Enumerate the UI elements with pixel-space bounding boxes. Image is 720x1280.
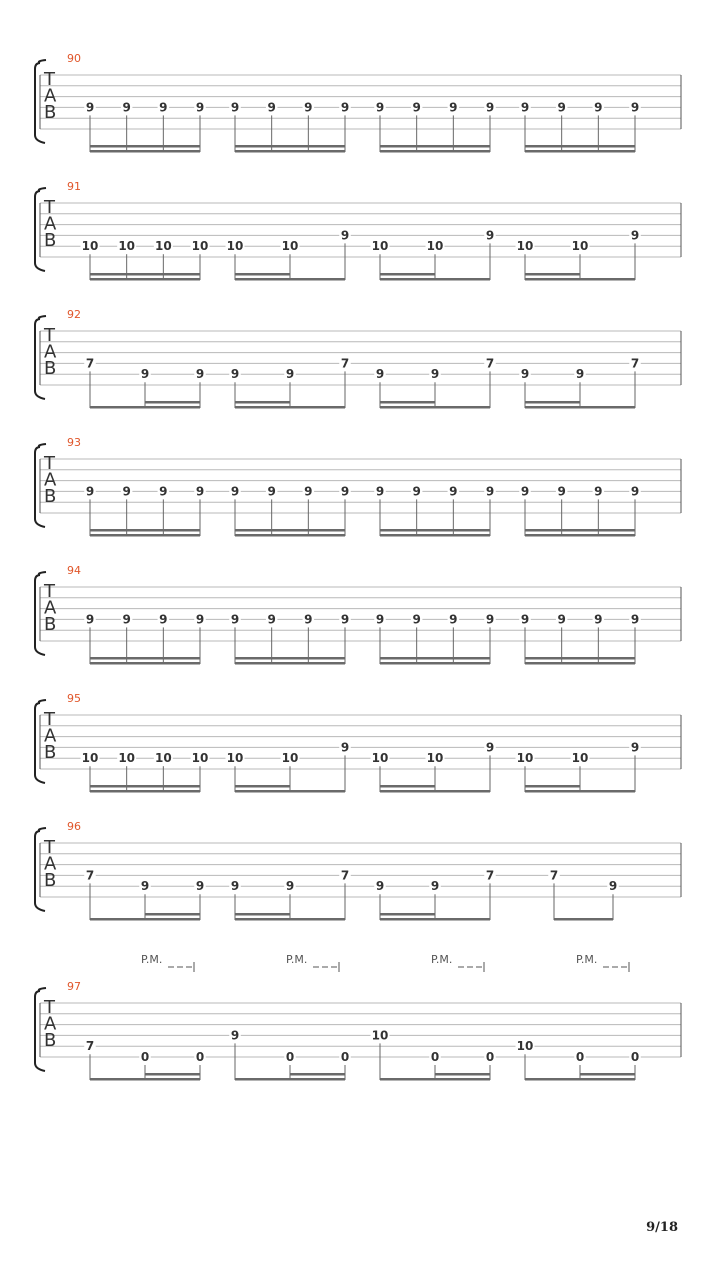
tab-clef-letter: A <box>44 725 57 747</box>
fret-number: 9 <box>412 484 421 499</box>
fret-number: 7 <box>85 1039 95 1054</box>
tab-system-95 <box>35 692 681 793</box>
fret-number: 10 <box>371 239 389 254</box>
fret-number: 10 <box>371 751 389 766</box>
fret-number: 9 <box>122 100 131 115</box>
tab-system-94 <box>35 564 681 665</box>
fret-number: 9 <box>230 879 240 894</box>
beam-secondary <box>380 273 435 276</box>
fret-number: 9 <box>430 879 440 894</box>
beam-secondary <box>435 1073 490 1076</box>
palm-mute-label: P.M. <box>576 953 598 966</box>
tab-clef-letter: A <box>44 341 57 363</box>
beam-secondary <box>145 401 200 404</box>
fret-number: 9 <box>520 612 530 627</box>
fret-number: 9 <box>630 228 640 243</box>
beam-primary <box>525 790 635 793</box>
fret-number: 9 <box>230 100 240 115</box>
fret-number: 0 <box>140 1050 150 1064</box>
beam-secondary <box>235 145 345 148</box>
fret-number: 9 <box>159 484 168 499</box>
fret-number: 9 <box>195 879 205 894</box>
palm-mute-label: P.M. <box>141 953 163 966</box>
beam-primary <box>554 918 613 921</box>
fret-number: 9 <box>630 612 640 627</box>
fret-number: 9 <box>340 612 350 627</box>
fret-number: 9 <box>608 879 618 894</box>
beam-primary <box>525 662 635 665</box>
beam-primary <box>525 534 635 537</box>
beam-secondary <box>380 145 490 148</box>
fret-number: 0 <box>285 1050 295 1064</box>
beam-secondary <box>145 1073 200 1076</box>
fret-number: 7 <box>340 356 350 371</box>
fret-number: 9 <box>520 100 530 115</box>
measure-number: 97 <box>67 980 81 993</box>
measure-number: 95 <box>67 692 81 705</box>
fret-number: 9 <box>485 228 495 243</box>
beam-secondary <box>380 785 435 788</box>
fret-number: 10 <box>426 239 444 254</box>
fret-number: 9 <box>304 100 313 115</box>
beam-primary <box>525 406 635 409</box>
beam-secondary <box>525 529 635 532</box>
beam-primary <box>90 150 200 153</box>
fret-number: 9 <box>340 100 350 115</box>
beam-secondary <box>380 913 435 916</box>
measure-number: 90 <box>67 52 81 65</box>
beam-primary <box>380 278 490 281</box>
beam-primary <box>90 406 200 409</box>
measure-number: 93 <box>67 436 81 449</box>
beam-secondary <box>235 785 290 788</box>
fret-number: 9 <box>485 100 495 115</box>
fret-number: 9 <box>520 484 530 499</box>
fret-number: 0 <box>575 1050 585 1064</box>
fret-number: 10 <box>516 239 534 254</box>
fret-number: 9 <box>594 484 603 499</box>
beam-secondary <box>145 913 200 916</box>
beam-secondary <box>525 785 580 788</box>
fret-number: 10 <box>81 239 99 254</box>
fret-number: 9 <box>630 484 640 499</box>
tab-clef-letter: T <box>44 325 55 346</box>
beam-secondary <box>235 657 345 660</box>
fret-number: 9 <box>449 484 458 499</box>
fret-number: 9 <box>267 612 276 627</box>
beam-primary <box>525 150 635 153</box>
fret-number: 9 <box>122 484 131 499</box>
beam-primary <box>90 918 200 921</box>
beam-secondary <box>90 273 200 276</box>
beam-primary <box>90 1078 200 1081</box>
fret-number: 10 <box>154 751 172 766</box>
fret-number: 10 <box>571 239 589 254</box>
measure-number: 91 <box>67 180 81 193</box>
tab-clef-letter: T <box>44 709 55 730</box>
beam-primary <box>90 278 200 281</box>
fret-number: 10 <box>281 239 299 254</box>
fret-number: 10 <box>154 239 172 254</box>
beam-secondary <box>525 657 635 660</box>
fret-number: 0 <box>340 1050 350 1064</box>
tab-clef-letter: B <box>44 870 57 891</box>
beam-primary <box>235 278 345 281</box>
fret-number: 10 <box>191 239 209 254</box>
fret-number: 9 <box>412 100 421 115</box>
tab-clef-letter: B <box>44 742 57 763</box>
fret-number: 9 <box>594 612 603 627</box>
beam-secondary <box>235 273 290 276</box>
tab-clef-letter: B <box>44 102 57 123</box>
beam-secondary <box>380 657 490 660</box>
fret-number: 9 <box>340 484 350 499</box>
tab-clef-letter: T <box>44 837 55 858</box>
fret-number: 10 <box>118 239 136 254</box>
fret-number: 10 <box>426 751 444 766</box>
fret-number: 10 <box>516 1039 534 1054</box>
tab-system-90 <box>35 52 681 153</box>
tab-clef-letter: A <box>44 213 57 235</box>
beam-secondary <box>90 657 200 660</box>
beam-primary <box>90 662 200 665</box>
beam-primary <box>90 790 200 793</box>
fret-number: 9 <box>575 367 585 382</box>
fret-number: 9 <box>412 612 421 627</box>
beam-primary <box>380 1078 490 1081</box>
fret-number: 9 <box>430 367 440 382</box>
beam-secondary <box>235 401 290 404</box>
page-number: 9/18 <box>646 1220 678 1235</box>
fret-number: 7 <box>630 356 640 371</box>
fret-number: 7 <box>485 356 495 371</box>
fret-number: 9 <box>195 100 205 115</box>
tab-clef-letter: T <box>44 453 55 474</box>
fret-number: 9 <box>485 612 495 627</box>
tab-system-92 <box>35 308 681 409</box>
tab-clef-letter: T <box>44 69 55 90</box>
fret-number: 9 <box>230 1028 240 1043</box>
beam-secondary <box>525 401 580 404</box>
tab-clef-letter: B <box>44 230 57 251</box>
beam-primary <box>235 534 345 537</box>
beam-secondary <box>380 529 490 532</box>
beam-primary <box>380 790 490 793</box>
beam-primary <box>525 1078 635 1081</box>
beam-secondary <box>380 401 435 404</box>
fret-number: 9 <box>449 612 458 627</box>
tab-clef-letter: B <box>44 1030 57 1051</box>
tab-clef-letter: T <box>44 997 55 1018</box>
fret-number: 9 <box>140 879 150 894</box>
beam-primary <box>235 918 345 921</box>
beam-primary <box>235 662 345 665</box>
fret-number: 10 <box>81 751 99 766</box>
measure-number: 94 <box>67 564 81 577</box>
tab-clef-letter: A <box>44 469 57 491</box>
fret-number: 7 <box>485 868 495 883</box>
fret-number: 9 <box>375 612 385 627</box>
beam-secondary <box>235 529 345 532</box>
fret-number: 9 <box>520 367 530 382</box>
fret-number: 9 <box>267 484 276 499</box>
fret-number: 9 <box>557 100 566 115</box>
tab-clef-letter: B <box>44 614 57 635</box>
measure-number: 92 <box>67 308 81 321</box>
beam-primary <box>380 918 490 921</box>
fret-number: 9 <box>375 367 385 382</box>
measure-number: 96 <box>67 820 81 833</box>
tab-system-96 <box>35 820 681 921</box>
fret-number: 9 <box>449 100 458 115</box>
fret-number: 9 <box>485 740 495 755</box>
fret-number: 9 <box>557 484 566 499</box>
tab-clef-letter: A <box>44 85 57 107</box>
fret-number: 9 <box>85 484 95 499</box>
fret-number: 9 <box>285 879 295 894</box>
beam-secondary <box>290 1073 345 1076</box>
palm-mute-label: P.M. <box>286 953 308 966</box>
fret-number: 9 <box>557 612 566 627</box>
fret-number: 10 <box>371 1028 389 1043</box>
tab-clef-letter: A <box>44 1013 57 1035</box>
tab-system-93 <box>35 436 681 537</box>
beam-primary <box>90 534 200 537</box>
fret-number: 0 <box>630 1050 640 1064</box>
beam-secondary <box>235 913 290 916</box>
fret-number: 9 <box>85 100 95 115</box>
fret-number: 0 <box>430 1050 440 1064</box>
fret-number: 9 <box>159 100 168 115</box>
fret-number: 10 <box>191 751 209 766</box>
tab-clef-letter: B <box>44 486 57 507</box>
fret-number: 10 <box>226 751 244 766</box>
beam-secondary <box>90 785 200 788</box>
fret-number: 9 <box>375 100 385 115</box>
beam-primary <box>235 150 345 153</box>
tab-system-97 <box>35 953 681 1081</box>
beam-primary <box>380 534 490 537</box>
beam-primary <box>380 406 490 409</box>
fret-number: 9 <box>630 740 640 755</box>
fret-number: 0 <box>485 1050 495 1064</box>
fret-number: 10 <box>281 751 299 766</box>
fret-number: 7 <box>85 356 95 371</box>
fret-number: 9 <box>375 484 385 499</box>
fret-number: 9 <box>340 228 350 243</box>
fret-number: 9 <box>195 612 205 627</box>
beam-primary <box>235 790 345 793</box>
fret-number: 9 <box>195 484 205 499</box>
fret-number: 9 <box>285 367 295 382</box>
fret-number: 10 <box>226 239 244 254</box>
fret-number: 10 <box>118 751 136 766</box>
tab-system-91 <box>35 180 681 281</box>
fret-number: 9 <box>304 612 313 627</box>
tab-clef-letter: B <box>44 358 57 379</box>
fret-number: 9 <box>594 100 603 115</box>
beam-secondary <box>525 273 580 276</box>
fret-number: 9 <box>340 740 350 755</box>
fret-number: 9 <box>159 612 168 627</box>
beam-secondary <box>90 145 200 148</box>
fret-number: 9 <box>230 484 240 499</box>
palm-mute-label: P.M. <box>431 953 453 966</box>
fret-number: 10 <box>516 751 534 766</box>
fret-number: 9 <box>267 100 276 115</box>
fret-number: 10 <box>571 751 589 766</box>
beam-secondary <box>580 1073 635 1076</box>
beam-secondary <box>90 529 200 532</box>
beam-secondary <box>525 145 635 148</box>
fret-number: 7 <box>340 868 350 883</box>
fret-number: 9 <box>122 612 131 627</box>
tab-clef-letter: A <box>44 597 57 619</box>
tab-clef-letter: A <box>44 853 57 875</box>
fret-number: 9 <box>230 367 240 382</box>
fret-number: 9 <box>230 612 240 627</box>
fret-number: 9 <box>304 484 313 499</box>
fret-number: 9 <box>85 612 95 627</box>
fret-number: 9 <box>140 367 150 382</box>
beam-primary <box>380 662 490 665</box>
fret-number: 9 <box>630 100 640 115</box>
tab-clef-letter: T <box>44 581 55 602</box>
beam-primary <box>235 406 345 409</box>
tab-clef-letter: T <box>44 197 55 218</box>
fret-number: 7 <box>549 868 559 883</box>
beam-primary <box>525 278 635 281</box>
fret-number: 7 <box>85 868 95 883</box>
fret-number: 9 <box>375 879 385 894</box>
beam-primary <box>235 1078 345 1081</box>
fret-number: 9 <box>195 367 205 382</box>
fret-number: 0 <box>195 1050 205 1064</box>
beam-primary <box>380 150 490 153</box>
fret-number: 9 <box>485 484 495 499</box>
